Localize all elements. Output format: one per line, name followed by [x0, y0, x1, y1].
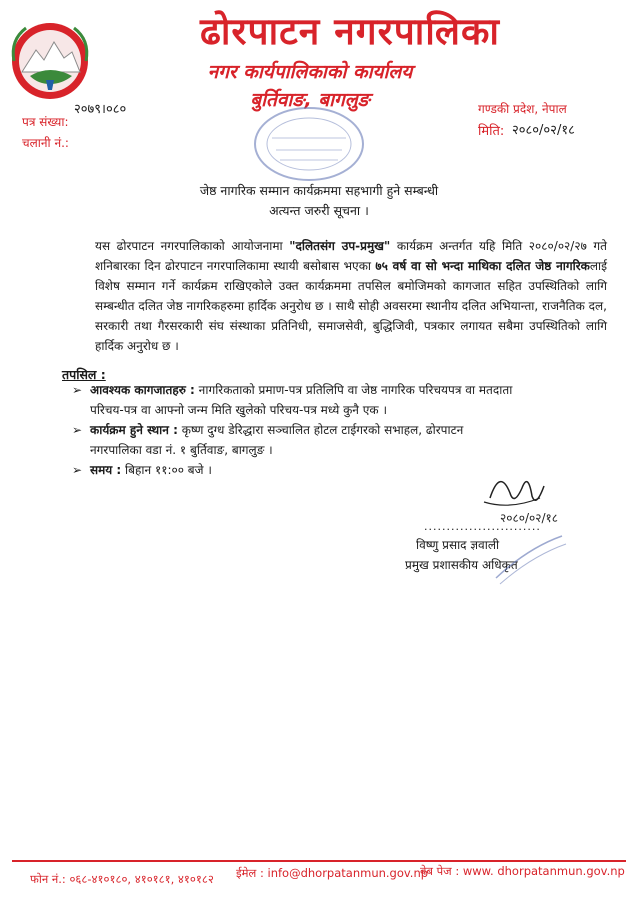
- office-subtitle: नगर कार्यपालिकाको कार्यालय: [207, 61, 413, 83]
- footer-website: वेब पेज : www. dhorpatanmun.gov.np: [420, 864, 625, 878]
- body-part-1: यस ढोरपाटन नगरपालिकाको आयोजनामा: [95, 239, 290, 253]
- nepal-emblem-logo: [6, 20, 94, 102]
- letter-number-value: २०७९।०८०: [74, 102, 127, 117]
- letter-number-label: पत्र संख्या:: [22, 115, 69, 129]
- footer-divider: [12, 860, 626, 862]
- body-part-3: लाई विशेष सम्मान गर्ने कार्यक्रम राखिएकोले उक्त कार्यक्रममा तपसिल बमोजिमको कागजात सहित उपस्थितिको लागि सम्बन्धीत दलित जेष्ठ नागरिकहरुमा हार्दिक अनुरोध छ । साथै सोही अवसरमा स्थानीय दलित अभियान्ता, राजनैतिक दल, सरकारी तथा गैरसरकारी संघ संस्थाका प्रतिनिधी, समाजसेवी, बुद्धिजिवी, पत्रकार लगायत सबैमा उपस्थितिको लागि हार्दिक अनुरोध छ ।: [95, 259, 607, 353]
- detail-text-continued: नगरपालिका वडा नं. १ बुर्तिवाङ, बागलुङ ।: [90, 443, 273, 457]
- arrow-bullet-icon: ➢: [72, 463, 83, 477]
- notice-body: [95, 236, 607, 356]
- footer-email: ईमेल : info@dhorpatanmun.gov.np: [236, 866, 429, 880]
- province-label: गण्डकी प्रदेश, नेपाल: [478, 102, 567, 116]
- date-label: मिति:: [478, 124, 505, 139]
- signatory-stamp: [488, 528, 568, 588]
- municipality-title: ढोरपाटन नगरपालिका: [200, 10, 500, 53]
- signature-date: २०८०/०२/१८: [500, 511, 559, 525]
- signature-dotted-line: ..........................: [424, 520, 541, 533]
- date-value: २०८०/०२/१८: [512, 123, 575, 138]
- signer-designation: प्रमुख प्रशासकीय अधिकृत: [405, 558, 518, 572]
- body-target-group: ७५ वर्ष वा सो भन्दा माथिका दलित जेष्ठ नागरिक: [375, 259, 590, 273]
- footer-phone: फोन नं.: ०६८-४१०१८०, ४१०१८१, ४१०१८२: [30, 872, 214, 886]
- arrow-bullet-icon: ➢: [72, 423, 83, 437]
- detail-text: कृष्ण दुग्ध डेरिद्धारा सञ्चालित होटल टाईगरको सभाहल, ढोरपाटन: [177, 423, 464, 437]
- detail-text: नागरिकताको प्रमाण-पत्र प्रतिलिपि वा जेष्ठ नागरिक परिचयपत्र वा मतदाता: [194, 383, 513, 397]
- arrow-bullet-icon: ➢: [72, 383, 83, 397]
- detail-label: समय :: [90, 463, 122, 477]
- detail-item-documents: [72, 380, 607, 420]
- handwritten-signature: [470, 458, 580, 528]
- signer-name: विष्णु प्रसाद ज्ञवाली: [416, 538, 500, 552]
- office-location: बुर्तिवाङ, बागलुङ: [250, 89, 370, 111]
- detail-label: कार्यक्रम हुने स्थान :: [90, 423, 178, 437]
- office-stamp: [250, 104, 368, 184]
- body-program-name: "दलितसंग उप-प्रमुख": [289, 239, 391, 253]
- subject-line-2: अत्यन्त जरुरी सूचना ।: [269, 203, 369, 218]
- detail-text: बिहान ११:०० बजे ।: [121, 463, 212, 477]
- body-part-2: कार्यक्रम अन्तर्गत यहि मिति २०८०/०२/२७ गते शनिबारका दिन ढोरपाटन नगरपालिकामा स्थायी बसोबास भएका: [95, 239, 608, 273]
- dispatch-number-label: चलानी नं.:: [22, 136, 69, 150]
- details-heading: तपसिल :: [62, 367, 106, 382]
- detail-label: आवश्यक कागजातहरु :: [90, 383, 195, 397]
- detail-item-venue: [72, 420, 607, 460]
- detail-text-continued: परिचय-पत्र वा आफ्नो जन्म मिति खुलेको परिचय-पत्र मध्ये कुनै एक ।: [90, 403, 387, 417]
- subject-line-1: जेष्ठ नागरिक सम्मान कार्यक्रममा सहभागी हुने सम्बन्धी: [199, 183, 439, 198]
